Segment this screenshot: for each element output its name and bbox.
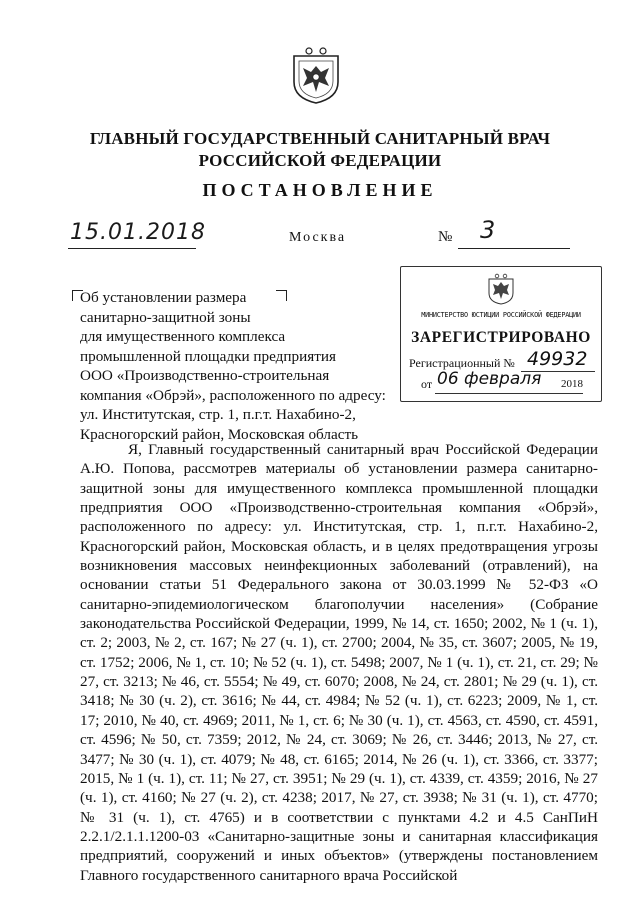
registration-stamp [400, 266, 602, 402]
document-city: Москва [289, 230, 347, 245]
stamp-from-label: от [421, 377, 433, 391]
subject-line: ул. Институтская, стр. 1, п.г.т. Нахабино-2, [80, 406, 356, 423]
subject-line: Об установлении размера [80, 289, 247, 306]
stamp-reg-number: 49932 [527, 348, 588, 370]
coat-of-arms-emblem [289, 46, 343, 104]
number-sign: № [438, 229, 453, 245]
subject-line: санитарно-защитной зоны [80, 308, 251, 326]
number-underline [458, 248, 570, 249]
issuer-title-line2: РОССИЙСКОЙ ФЕДЕРАЦИИ [198, 151, 442, 170]
subject-line: промышленной площадки предприятия [80, 347, 336, 365]
document-number: 3 [480, 216, 496, 244]
stamp-reg-number-label: Регистрационный № [409, 356, 515, 370]
issuer-title-line1: ГЛАВНЫЙ ГОСУДАРСТВЕННЫЙ САНИТАРНЫЙ ВРАЧ [89, 129, 551, 148]
subject-line: ООО «Производственно-строительная [80, 367, 330, 384]
stamp-emblem-icon [485, 273, 517, 305]
stamp-reg-year: 2018 [561, 378, 583, 390]
document-subject [80, 288, 410, 444]
document-type: ПОСТАНОВЛЕНИЕ [202, 180, 438, 200]
stamp-date-underline [435, 393, 583, 394]
subject-line: для имущественного комплекса [80, 328, 286, 345]
stamp-registered-label: ЗАРЕГИСТРИРОВАНО [411, 329, 591, 346]
stamp-ministry-name: МИНИСТЕРСТВО ЮСТИЦИИ РОССИЙСКОЙ ФЕДЕРАЦИИ [421, 311, 581, 319]
stamp-reg-date: 06 февраля [437, 369, 542, 389]
body-paragraph: Я, Главный государственный санитарный врач Российской Федерации А.Ю. Попова, рассмотрев материалы об установлении размера санитарно-защитной зоны для имущественного комплекса промышленной площадки предприятия ООО «Производственно-строительная компания «Обрэй», расположенного по адресу: ул. Институтская, стр. 1, п.г.т. Нахабино-2, Красногорский район, Московская область, и в целях предотвращения угрозы возникновения массовых неинфекционных заболеваний (отравлений), на основании статьи 51 Федерального закона от 30.03.1999 № 52-ФЗ «О санитарно-эпидемиологическом благополучии населения» (Собрание законодательства Российской Федерации, 1999, № 14, ст. 1650; 2002, № 1 (ч. 1), ст. 2; 2003, № 2, ст. 167; № 27 (ч. 1), ст. 2700; 2004, № 35, ст. 3607; 2005, № 19, ст. 1752; 2006, № 1, ст. 10; № 52 (ч. 1), ст. 5498; 2007, № 1 (ч. 1), ст. 21, ст. 29; № 27, ст. 3213; № 46, ст. 5554; № 49, ст. 6070; 2008, № 24, ст. 2801; № 29 (ч. 1), ст. 3418; № 30 (ч. 2), ст. 3616; № 44, ст. 4984; № 52 (ч. 1), ст. 6223; 2009, № 1, ст. 17; 2010, № 40, ст. 4969; 2011, № 1, ст. 6; № 30 (ч. 1), ст. 4563, ст. 4590, ст. 4591, ст. 4596; № 50, ст. 7359; 2012, № 24, ст. 3069; № 26, ст. 3446; 2013, № 27, ст. 3477; № 30 (ч. 1), ст. 4079; № 48, ст. 6165; 2014, № 26 (ч. 1), ст. 3366, ст. 3377; 2015, № 1 (ч. 1), ст. 11; № 27, ст. 3951; № 29 (ч. 1), ст. 4339, ст. 4359; 2016, № 27 (ч. 1), ст. 4160; № 27 (ч. 2), ст. 4238; 2017, № 27, ст. 3938; № 31 (ч. 1), ст. 4770; № 31 (ч. 1), ст. 4765) и в соответствии с пунктами 4.2 и 4.5 СанПиН 2.2.1/2.1.1.1200-03 «Санитарно-защитные зоны и санитарная классификация предприятий, сооружений и иных объектов» (утверждены постановлением Главного государственного санитарного врача Российской [80, 441, 598, 884]
subject-line: компания «Обрэй», расположенного по адресу: [80, 386, 386, 404]
subject-line: Красногорский район, Московская область [80, 425, 359, 443]
document-date: 15.01.2018 [70, 220, 206, 245]
date-underline [68, 248, 196, 249]
